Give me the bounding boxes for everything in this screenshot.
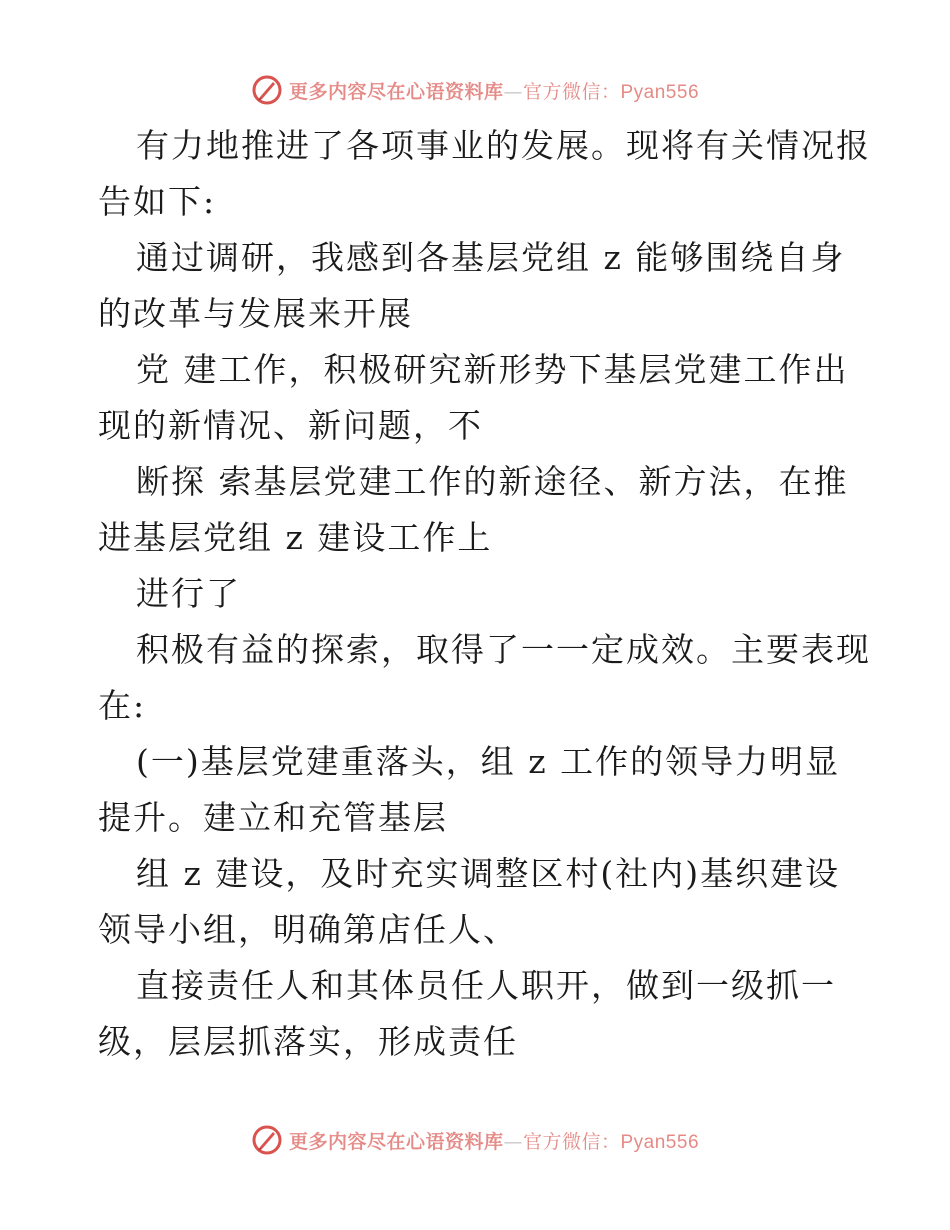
text-line: 通过调研，我感到各基层党组 z 能够围绕自身 bbox=[136, 238, 846, 277]
watermark-contact-label: 官方微信： bbox=[522, 1130, 621, 1153]
text-line: 进行了 bbox=[136, 574, 241, 613]
text-line: 党 建工作，积极研究新形势下基层党建工作出 bbox=[136, 350, 849, 389]
quill-logo-icon bbox=[251, 74, 283, 106]
text-line: 现的新情况、新问题，不 bbox=[98, 406, 483, 445]
watermark-brand: 更多内容尽在心语资料库 bbox=[288, 80, 504, 103]
text-line: 告如下: bbox=[98, 182, 217, 221]
text-line: 组 z 建设，及时充实调整区村(社内)基织建设 bbox=[136, 854, 841, 893]
text-line: 直接责任人和其体员任人职开，做到一级抓一 bbox=[136, 966, 836, 1005]
text-line: 积极有益的探索，取得了一一定成效。主要表现 bbox=[136, 630, 871, 669]
document-body bbox=[98, 118, 871, 1070]
text-line: 的改革与发展来开展 bbox=[98, 294, 413, 333]
text-line: (一)基层党建重落头，组 z 工作的领导力明显 bbox=[136, 742, 841, 781]
text-line: 级，层层抓落实，形成责任 bbox=[98, 1022, 518, 1061]
text-line: 领导小组，明确第店任人、 bbox=[98, 910, 518, 949]
footer-watermark bbox=[0, 1120, 950, 1160]
watermark-contact-label: 官方微信： bbox=[522, 80, 621, 103]
watermark-contact-id: Pyan556 bbox=[620, 1131, 700, 1153]
text-line: 提升。建立和充管基层 bbox=[98, 798, 448, 837]
quill-logo-icon bbox=[251, 1124, 283, 1156]
text-line: 断探 索基层党建工作的新途径、新方法，在推 bbox=[136, 462, 849, 501]
header-watermark bbox=[0, 70, 950, 110]
text-line: 进基层党组 z 建设工作上 bbox=[98, 518, 493, 557]
text-line: 有力地推进了各项事业的发展。现将有关情况报 bbox=[136, 126, 871, 165]
text-line: 在: bbox=[98, 686, 147, 725]
watermark-brand: 更多内容尽在心语资料库 bbox=[288, 1130, 504, 1153]
watermark-contact-id: Pyan556 bbox=[620, 81, 700, 103]
watermark-separator: — bbox=[503, 1130, 523, 1153]
watermark-separator: — bbox=[503, 80, 523, 103]
